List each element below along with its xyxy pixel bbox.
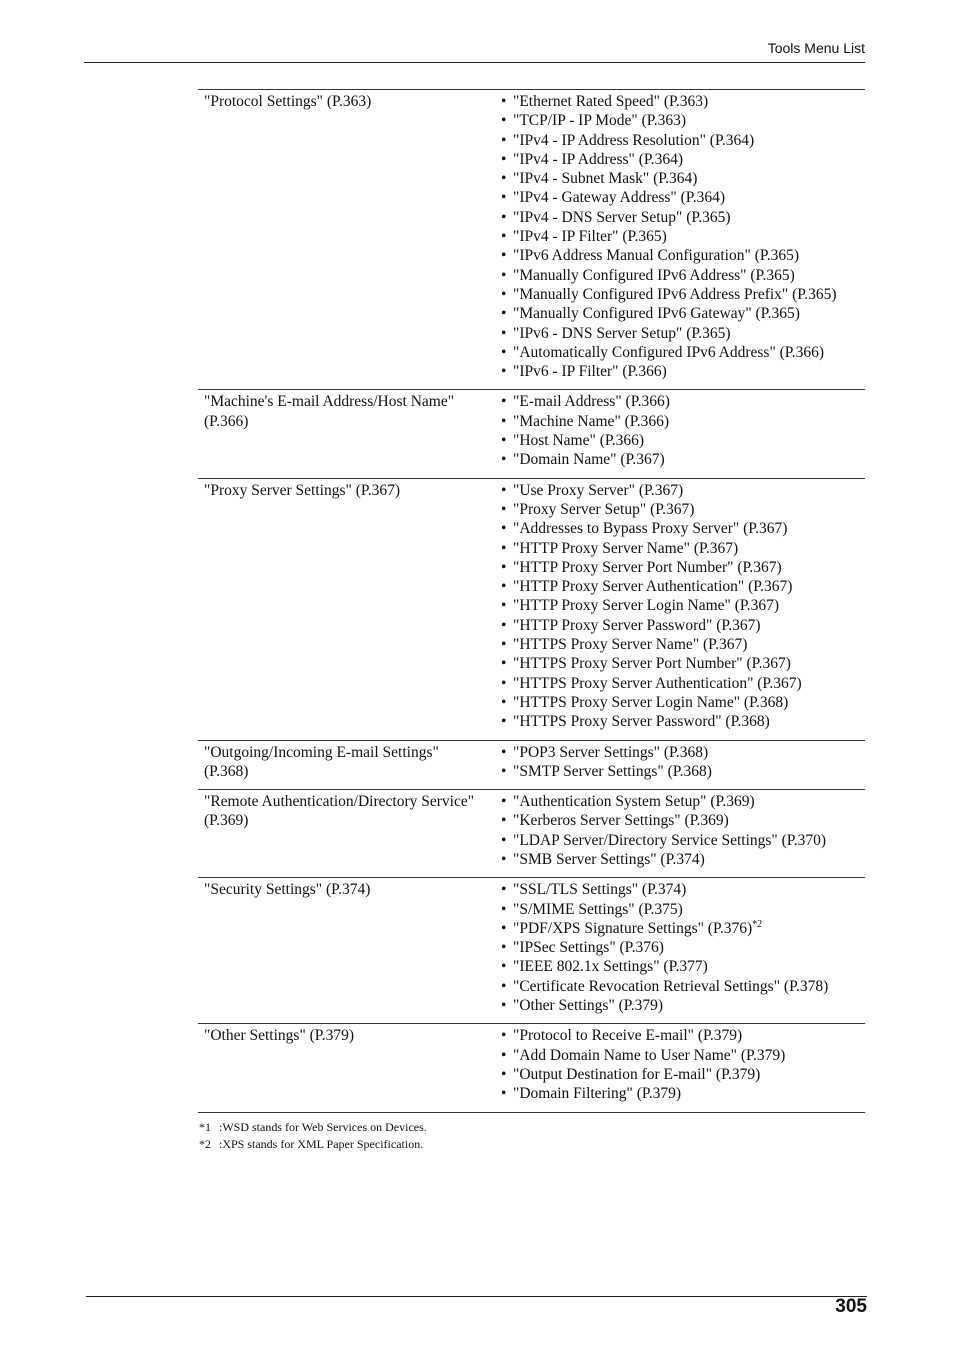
list-item <box>501 266 865 285</box>
list-item <box>501 92 865 111</box>
sub-item-cell <box>493 740 865 790</box>
list-item <box>501 1084 865 1103</box>
bullet-icon: • <box>501 393 507 411</box>
sub-item-label: "HTTPS Proxy Server Password" (P.368) <box>513 713 770 731</box>
list-item <box>501 762 865 781</box>
bullet-icon: • <box>501 412 507 430</box>
list-item <box>501 558 865 577</box>
bullet-icon: • <box>501 958 507 976</box>
tools-menu-table-body <box>198 90 865 1113</box>
list-item <box>501 227 865 246</box>
bullet-icon: • <box>501 208 507 226</box>
table-row <box>198 878 865 1024</box>
bullet-icon: • <box>501 919 507 937</box>
list-item <box>501 693 865 712</box>
list-item <box>501 957 865 976</box>
table-row <box>198 740 865 790</box>
menu-category: "Proxy Server Settings" (P.367) <box>204 481 401 499</box>
list-item <box>501 900 865 919</box>
list-item <box>501 539 865 558</box>
list-item <box>501 792 865 811</box>
table-row <box>198 790 865 878</box>
list-item <box>501 1026 865 1045</box>
sub-item-label: "Certificate Revocation Retrieval Settings" (P.378) <box>513 977 829 995</box>
sub-item-label: "Domain Filtering" (P.379) <box>513 1085 682 1103</box>
bullet-icon: • <box>501 247 507 265</box>
footnote-mark: *1 <box>199 1120 211 1134</box>
sub-item-label: "Proxy Server Setup" (P.367) <box>513 500 695 518</box>
sub-item-cell <box>493 478 865 740</box>
bullet-icon: • <box>501 189 507 207</box>
list-item <box>501 577 865 596</box>
sub-item-list <box>501 792 865 869</box>
sub-item-label: "PDF/XPS Signature Settings" (P.376) <box>513 919 753 937</box>
bullet-icon: • <box>501 831 507 849</box>
menu-category: "Machine's E-mail Address/Host Name" (P.366) <box>204 393 455 430</box>
list-item <box>501 500 865 519</box>
list-item <box>501 831 865 850</box>
list-item <box>501 635 865 654</box>
table-row <box>198 478 865 740</box>
sub-item-cell <box>493 390 865 478</box>
bullet-icon: • <box>501 539 507 557</box>
footnote-mark: *2 <box>199 1136 211 1151</box>
bullet-icon: • <box>501 481 507 499</box>
sub-item-cell <box>493 878 865 1024</box>
sub-item-list <box>501 392 865 469</box>
list-item <box>501 996 865 1015</box>
list-item <box>501 674 865 693</box>
bullet-icon: • <box>501 939 507 957</box>
list-item <box>501 712 865 731</box>
bullet-icon: • <box>501 1046 507 1064</box>
list-item <box>501 977 865 996</box>
sub-item-label: "Output Destination for E-mail" (P.379) <box>513 1065 761 1083</box>
bullet-icon: • <box>501 997 507 1015</box>
sub-item-label: "HTTP Proxy Server Port Number" (P.367) <box>513 558 782 576</box>
bullet-icon: • <box>501 432 507 450</box>
sub-item-label: "IPv4 - Subnet Mask" (P.364) <box>513 170 698 188</box>
sub-item-label: "SSL/TLS Settings" (P.374) <box>513 881 687 899</box>
list-item <box>501 811 865 830</box>
table-row <box>198 1024 865 1112</box>
sub-item-label: "SMB Server Settings" (P.374) <box>513 850 705 868</box>
sub-item-label: "HTTPS Proxy Server Name" (P.367) <box>513 636 748 654</box>
bullet-icon: • <box>501 881 507 899</box>
bullet-icon: • <box>501 131 507 149</box>
sub-item-label: "Add Domain Name to User Name" (P.379) <box>513 1046 786 1064</box>
sub-item-label: "Automatically Configured IPv6 Address" (P.366) <box>513 343 824 361</box>
header-divider <box>84 62 865 63</box>
menu-category: "Security Settings" (P.374) <box>204 881 371 899</box>
bullet-icon: • <box>501 850 507 868</box>
bullet-icon: • <box>501 713 507 731</box>
list-item <box>501 131 865 150</box>
bullet-icon: • <box>501 558 507 576</box>
list-item <box>501 654 865 673</box>
sub-item-label: "IPv4 - IP Address Resolution" (P.364) <box>513 131 755 149</box>
bullet-icon: • <box>501 363 507 381</box>
bullet-icon: • <box>501 636 507 654</box>
table-row <box>198 390 865 478</box>
bullet-icon: • <box>501 305 507 323</box>
sub-item-label: "IPSec Settings" (P.376) <box>513 939 664 957</box>
footnote-reference: *2 <box>752 918 763 930</box>
list-item <box>501 208 865 227</box>
list-item <box>501 246 865 265</box>
sub-item-label: "HTTPS Proxy Server Login Name" (P.368) <box>513 693 789 711</box>
sub-item-label: "S/MIME Settings" (P.375) <box>513 900 683 918</box>
bullet-icon: • <box>501 762 507 780</box>
list-item <box>501 324 865 343</box>
list-item <box>501 150 865 169</box>
list-item <box>501 1046 865 1065</box>
list-item <box>501 412 865 431</box>
sub-item-label: "Host Name" (P.366) <box>513 432 645 450</box>
footnote-text: :WSD stands for Web Services on Devices. <box>219 1120 427 1134</box>
list-item <box>501 616 865 635</box>
bullet-icon: • <box>501 597 507 615</box>
sub-item-list <box>501 92 865 381</box>
list-item <box>501 362 865 381</box>
sub-item-list <box>501 481 865 732</box>
list-item <box>501 169 865 188</box>
sub-item-label: "Domain Name" (P.367) <box>513 451 665 469</box>
footnote-text: :XPS stands for XML Paper Specification. <box>219 1136 424 1151</box>
sub-item-label: "HTTP Proxy Server Password" (P.367) <box>513 616 761 634</box>
bullet-icon: • <box>501 578 507 596</box>
sub-item-label: "POP3 Server Settings" (P.368) <box>513 743 709 761</box>
sub-item-label: "E-mail Address" (P.366) <box>513 393 670 411</box>
tools-menu-table <box>198 89 865 1113</box>
sub-item-list <box>501 1026 865 1103</box>
footer-divider <box>86 1296 867 1297</box>
sub-item-label: "Protocol to Receive E-mail" (P.379) <box>513 1027 743 1045</box>
sub-item-cell <box>493 790 865 878</box>
bullet-icon: • <box>501 520 507 538</box>
sub-item-label: "LDAP Server/Directory Service Settings" (P.370) <box>513 831 826 849</box>
bullet-icon: • <box>501 285 507 303</box>
sub-item-list <box>501 743 865 782</box>
menu-category: "Remote Authentication/Directory Service" (P.369) <box>204 793 475 830</box>
sub-item-label: "HTTPS Proxy Server Port Number" (P.367) <box>513 655 791 673</box>
bullet-icon: • <box>501 674 507 692</box>
menu-category: "Protocol Settings" (P.363) <box>204 93 372 110</box>
list-item <box>501 938 865 957</box>
list-item <box>501 919 865 938</box>
sub-item-cell <box>493 90 865 390</box>
bullet-icon: • <box>501 324 507 342</box>
table-row <box>198 90 865 390</box>
sub-item-label: "Kerberos Server Settings" (P.369) <box>513 812 729 830</box>
bullet-icon: • <box>501 900 507 918</box>
list-item <box>501 596 865 615</box>
list-item <box>501 1065 865 1084</box>
bullet-icon: • <box>501 93 507 110</box>
sub-item-label: "IPv4 - IP Filter" (P.365) <box>513 228 667 246</box>
sub-item-label: "IPv6 - IP Filter" (P.366) <box>513 363 667 381</box>
sub-item-label: "Manually Configured IPv6 Address Prefix" (P.365) <box>513 285 837 303</box>
sub-item-label: "IPv4 - IP Address" (P.364) <box>513 150 684 168</box>
list-item <box>501 392 865 411</box>
sub-item-label: "IPv6 Address Manual Configuration" (P.365) <box>513 247 800 265</box>
list-item <box>501 450 865 469</box>
bullet-icon: • <box>501 655 507 673</box>
bullet-icon: • <box>501 616 507 634</box>
list-item <box>501 188 865 207</box>
bullet-icon: • <box>501 977 507 995</box>
sub-item-label: "TCP/IP - IP Mode" (P.363) <box>513 112 686 130</box>
list-item <box>501 481 865 500</box>
sub-item-cell <box>493 1024 865 1112</box>
list-item <box>501 304 865 323</box>
menu-category: "Other Settings" (P.379) <box>204 1027 354 1045</box>
sub-item-label: "IPv6 - DNS Server Setup" (P.365) <box>513 324 731 342</box>
list-item <box>501 285 865 304</box>
footnote-1 <box>199 1119 427 1136</box>
sub-item-label: "Use Proxy Server" (P.367) <box>513 481 684 499</box>
sub-item-label: "IEEE 802.1x Settings" (P.377) <box>513 958 708 976</box>
sub-item-label: "Ethernet Rated Speed" (P.363) <box>513 93 709 110</box>
sub-item-label: "Machine Name" (P.366) <box>513 412 669 430</box>
running-header: Tools Menu List <box>767 40 865 56</box>
bullet-icon: • <box>501 500 507 518</box>
bullet-icon: • <box>501 743 507 761</box>
bullet-icon: • <box>501 793 507 811</box>
bullet-icon: • <box>501 266 507 284</box>
menu-category: "Outgoing/Incoming E-mail Settings" (P.368) <box>204 743 439 780</box>
list-item <box>501 343 865 362</box>
bullet-icon: • <box>501 170 507 188</box>
bullet-icon: • <box>501 1065 507 1083</box>
bullet-icon: • <box>501 112 507 130</box>
bullet-icon: • <box>501 228 507 246</box>
page-number: 305 <box>835 1296 867 1317</box>
bullet-icon: • <box>501 1027 507 1045</box>
sub-item-list <box>501 880 865 1015</box>
sub-item-label: "Addresses to Bypass Proxy Server" (P.367) <box>513 520 788 538</box>
sub-item-label: "IPv4 - Gateway Address" (P.364) <box>513 189 725 207</box>
bullet-icon: • <box>501 812 507 830</box>
list-item <box>501 850 865 869</box>
sub-item-label: "SMTP Server Settings" (P.368) <box>513 762 712 780</box>
footnotes <box>199 1119 427 1152</box>
list-item <box>501 519 865 538</box>
list-item <box>501 431 865 450</box>
list-item <box>501 111 865 130</box>
bullet-icon: • <box>501 1085 507 1103</box>
sub-item-label: "Other Settings" (P.379) <box>513 997 663 1015</box>
sub-item-label: "HTTP Proxy Server Login Name" (P.367) <box>513 597 780 615</box>
bullet-icon: • <box>501 451 507 469</box>
bullet-icon: • <box>501 150 507 168</box>
sub-item-label: "Manually Configured IPv6 Gateway" (P.365) <box>513 305 800 323</box>
list-item <box>501 880 865 899</box>
sub-item-label: "HTTPS Proxy Server Authentication" (P.367) <box>513 674 802 692</box>
bullet-icon: • <box>501 693 507 711</box>
footnote-2 <box>199 1136 427 1153</box>
sub-item-label: "Authentication System Setup" (P.369) <box>513 793 755 811</box>
sub-item-label: "HTTP Proxy Server Authentication" (P.367) <box>513 578 793 596</box>
sub-item-label: "HTTP Proxy Server Name" (P.367) <box>513 539 739 557</box>
sub-item-label: "IPv4 - DNS Server Setup" (P.365) <box>513 208 731 226</box>
sub-item-label: "Manually Configured IPv6 Address" (P.365) <box>513 266 795 284</box>
bullet-icon: • <box>501 343 507 361</box>
list-item <box>501 743 865 762</box>
